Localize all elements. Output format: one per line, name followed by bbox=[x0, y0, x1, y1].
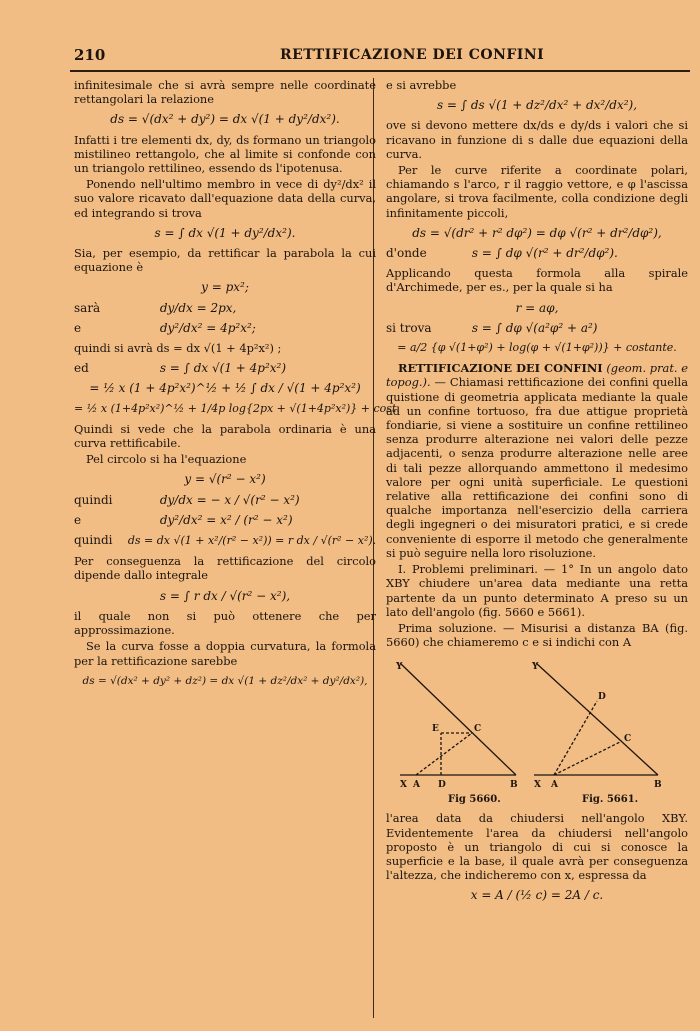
equation-row bbox=[74, 493, 376, 507]
paragraph: Prima soluzione. — Misurisi a distanza BA (fig. 5660) che chiameremo c e si indichi con A bbox=[386, 620, 688, 650]
figures bbox=[386, 657, 688, 807]
page-number: 210 bbox=[74, 46, 106, 64]
paragraph: I. Problemi preliminari. — 1° In un angolo dato XBY chiudere un'area data mediante una retta partente da un punto determinato A preso su un lato dell'angolo (fig. 5660 e 5661). bbox=[386, 562, 688, 619]
fig-label: A bbox=[551, 780, 558, 791]
equation: y = px²; bbox=[201, 280, 249, 295]
paragraph: infinitesimale che si avrà sempre nelle coordinate rettangolari la relazione bbox=[74, 78, 376, 107]
equation-row bbox=[74, 513, 376, 527]
paragraph: Applicando questa formola alla spirale d'Archimede, per es., per la quale si ha bbox=[386, 266, 688, 295]
equation-label: d'onde bbox=[386, 246, 427, 261]
paragraph: Infatti i tre elementi dx, dy, ds formano un triangolo mistilineo rettangolo, che al limite si confonde con un triangolo rettilineo, essendo ds l'ipotenusa. bbox=[74, 132, 376, 176]
left-column bbox=[74, 78, 400, 694]
running-title: RETTIFICAZIONE DEI CONFINI bbox=[280, 47, 545, 63]
section-subtitle: (geom. prat. e topog.). bbox=[386, 361, 689, 390]
paragraph: l'area data da chiudersi nell'angolo XBY. Evidentemente l'area da chiudersi nell'angolo proposto è un triangolo di cui si conosce la superficie e la base, il quale avrà per conseguenza l'altezza, che indicheremo con x, espressa da bbox=[386, 811, 688, 883]
paragraph: Ponendo nell'ultimo membro in vece di dy²/dx² il suo valore ricavato dall'equazione data della curva, ed integrando si trova bbox=[74, 177, 376, 220]
figure-5660 bbox=[400, 663, 516, 775]
line-ac bbox=[416, 733, 472, 775]
equation: r = aφ, bbox=[515, 300, 559, 315]
figure-5661 bbox=[534, 663, 658, 775]
equation-row bbox=[386, 321, 688, 335]
paragraph: Per conseguenza la rettificazione del circolo dipende dallo integrale bbox=[74, 554, 376, 583]
equation-row bbox=[74, 321, 376, 335]
equation: s = ∫ dφ √(a²φ² + a²) bbox=[471, 320, 598, 335]
figure-caption: Fig 5660. bbox=[448, 794, 501, 806]
fig-label: E bbox=[432, 724, 439, 735]
equation-label: quindi bbox=[74, 533, 113, 548]
equation-label: sarà bbox=[74, 300, 101, 315]
equation: = ½ x (1 + 4p²x²)^½ + ½ ∫ dx / √(1 + 4p²x²) bbox=[89, 381, 361, 396]
fig-label: X bbox=[400, 780, 407, 791]
equation-row bbox=[74, 533, 376, 548]
equation: s = ∫ dφ √(r² + dr²/dφ²). bbox=[471, 246, 618, 261]
paragraph: e si avrebbe bbox=[386, 78, 457, 92]
fig-label: Y bbox=[396, 662, 403, 673]
equation: dy²/dx² = 4p²x²; bbox=[159, 320, 256, 335]
equation-row bbox=[386, 246, 688, 260]
fig-label: C bbox=[624, 734, 632, 745]
equation: s = ∫ dx √(1 + dy²/dx²). bbox=[154, 225, 296, 240]
paragraph: quindi si avrà ds = dx √(1 + 4p²x²) ; bbox=[74, 341, 282, 356]
equation: = ½ x (1+4p²x²)^½ + 1/4p log{2px + √(1+4p²x²)} + cost. bbox=[74, 401, 400, 415]
equation: ds = √(dx² + dy²) = dx √(1 + dy²/dx²). bbox=[110, 112, 340, 127]
fig-label: D bbox=[438, 780, 446, 791]
equation: x = A / (½ c) = 2A / c. bbox=[470, 888, 604, 903]
figure-caption: Fig. 5661. bbox=[582, 794, 639, 806]
equation: ds = dx √(1 + x²/(r² − x²)) = r dx / √(r² − x²). bbox=[127, 534, 377, 548]
equation-label: e bbox=[74, 320, 82, 335]
equation-row bbox=[74, 361, 376, 375]
equation: s = ∫ dx √(1 + 4p²x²) bbox=[159, 361, 287, 376]
fig-label: X bbox=[534, 780, 541, 791]
paragraph: Se la curva fosse a doppia curvatura, la formola per la rettificazione sarebbe bbox=[74, 639, 376, 668]
paragraph: Per le curve riferite a coordinate polari, chiamando s l'arco, r il raggio vettore, e φ l'ascissa angolare, si trova facilmente, colla condizione degli infinitamente piccoli, bbox=[386, 163, 688, 220]
section-title: RETTIFICAZIONE DEI CONFINI bbox=[398, 361, 603, 376]
line-ac bbox=[554, 741, 622, 775]
equation: dy/dx = 2px, bbox=[159, 300, 237, 315]
equation-label: si trova bbox=[386, 320, 432, 335]
paragraph: Quindi si vede che la parabola ordinaria è una curva rettificabile. bbox=[74, 421, 376, 451]
fig-label: D bbox=[598, 692, 606, 703]
equation-label: quindi bbox=[74, 492, 113, 507]
right-column bbox=[386, 78, 688, 909]
equation-label: e bbox=[74, 512, 82, 527]
header-rule bbox=[70, 70, 690, 72]
paragraph: il quale non si può ottenere che per approssimazione. bbox=[74, 608, 376, 638]
equation: ds = √(dx² + dy² + dz²) = dx √(1 + dz²/dx² + dy²/dx²), bbox=[82, 674, 368, 687]
geometry-figures bbox=[386, 657, 686, 807]
line-yb bbox=[400, 663, 516, 775]
equation-row bbox=[74, 301, 376, 315]
paragraph: ove si devono mettere dx/ds e dy/ds i valori che si ricavano in funzione di s dalle due equazioni della curva. bbox=[386, 118, 688, 161]
paragraph: Pel circolo si ha l'equazione bbox=[86, 452, 247, 467]
fig-label: B bbox=[510, 780, 518, 791]
equation: ds = √(dr² + r² dφ²) = dφ √(r² + dr²/dφ²), bbox=[412, 225, 662, 240]
paragraph: Sia, per esempio, da rettificar la parabola la cui equazione è bbox=[74, 246, 376, 275]
page-header bbox=[70, 44, 690, 66]
fig-label: Y bbox=[532, 662, 539, 673]
fig-label: A bbox=[413, 780, 420, 791]
fig-label: C bbox=[474, 724, 482, 735]
equation: y = √(r² − x²) bbox=[184, 472, 266, 487]
equation-label: ed bbox=[74, 361, 89, 376]
fig-label: B bbox=[654, 780, 662, 791]
equation: s = ∫ r dx / √(r² − x²), bbox=[159, 588, 291, 603]
section-paragraph bbox=[386, 361, 688, 560]
section-text: — Chiamasi rettificazione dei confini quella quistione di geometria applicata mediante la quale ad un confine tortuoso, fra due attigue proprietà fondiarie, si viene a sostituire un confine rettilineo senza produrre alterazione nei valori delle pezze adjacenti, o senza produrre alterazione nelle aree di tali pezze allorquando ammettono il medesimo valore per ogni unità superficiale. Le questioni relative alla rettificazione dei confini sono di qualche importanza nell'esercizio della carriera degli ingegneri o dei misuratori pratici, e si crede conveniente di esporre il metodo che generalmente si può seguire nella loro risoluzione. bbox=[386, 375, 688, 560]
line-ad bbox=[554, 701, 597, 775]
equation: dy²/dx² = x² / (r² − x²) bbox=[159, 512, 293, 527]
equation: = a/2 {φ √(1+φ²) + log(φ + √(1+φ²))} + costante. bbox=[397, 341, 677, 355]
line-yb bbox=[536, 663, 658, 775]
equation: s = ∫ ds √(1 + dz²/dx² + dx²/dx²), bbox=[436, 98, 638, 113]
equation: dy/dx = − x / √(r² − x²) bbox=[159, 492, 300, 507]
